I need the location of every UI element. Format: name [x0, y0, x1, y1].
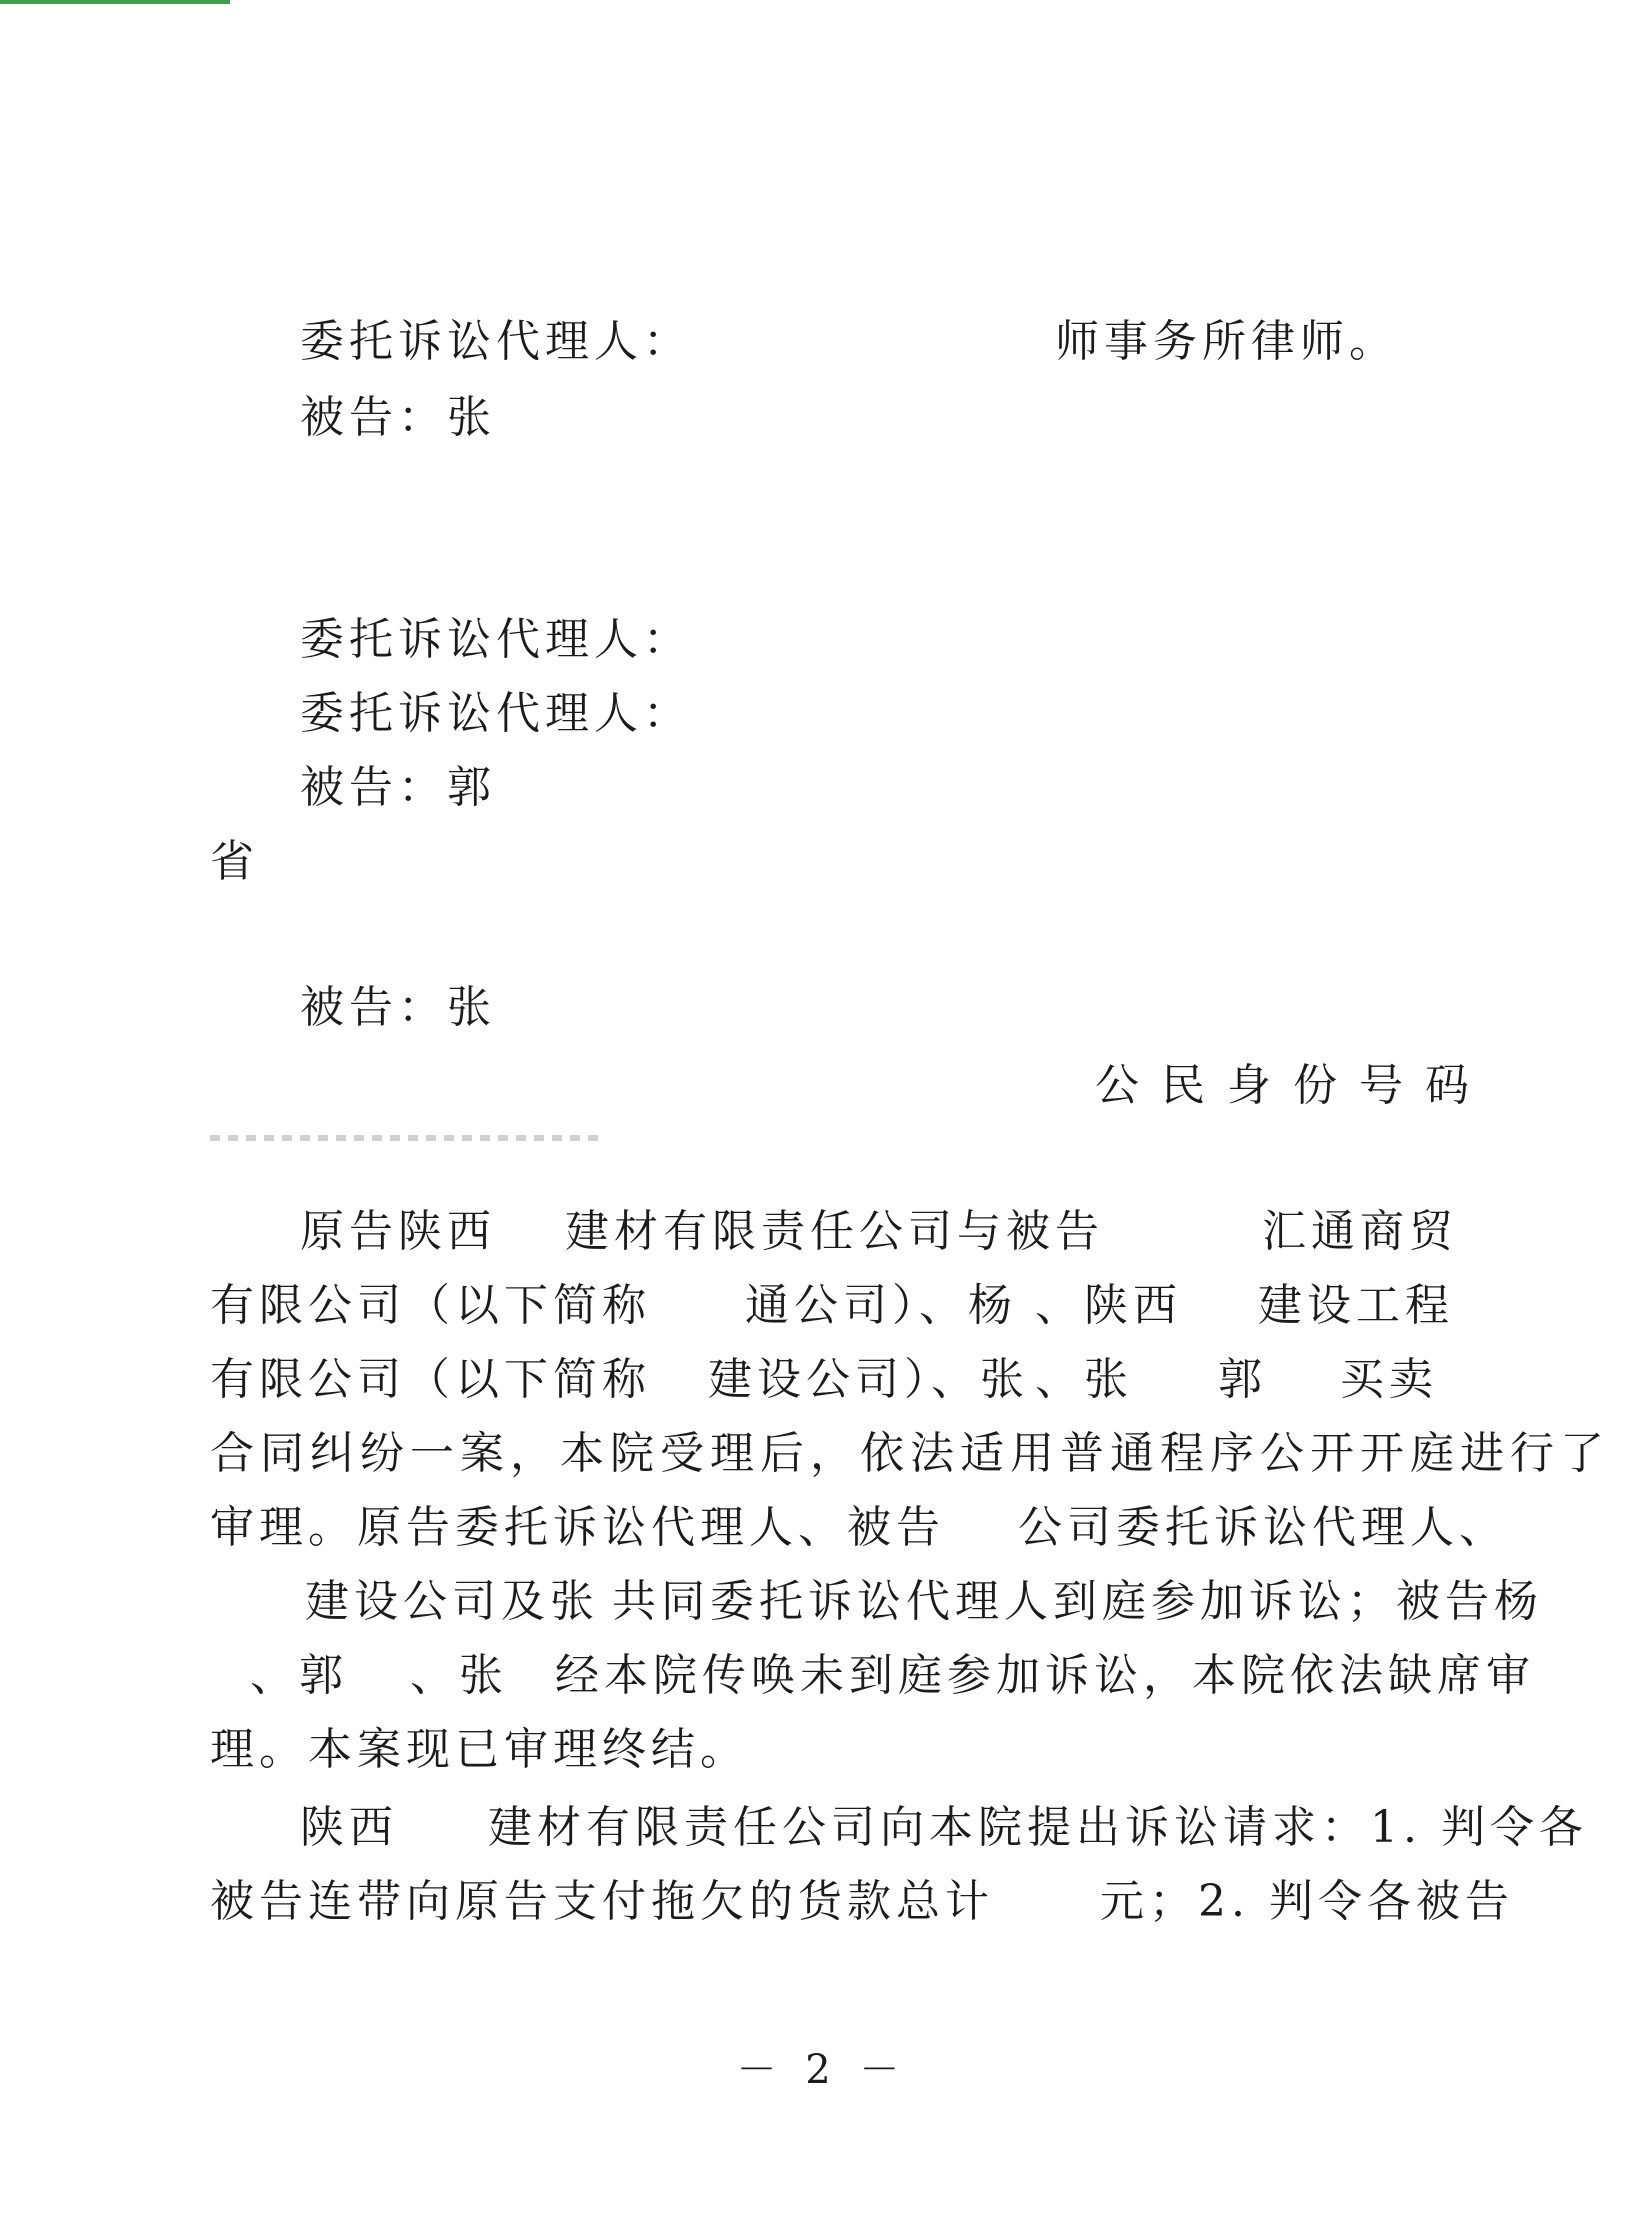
agent-line-1-tail: 师事务所律师。 [1055, 316, 1398, 367]
claim-line-2: 被告连带向原告支付拖欠的货款总计 [210, 1876, 994, 1927]
paragraph-line-3-e: 买卖 [1340, 1354, 1438, 1405]
claim-line-2-b: 元；2. 判令各被告 [1100, 1876, 1514, 1927]
defendant-line-guo: 被告：郭 [300, 762, 496, 813]
province-line: 省 [210, 836, 259, 887]
id-number-label: 公民身份号码 [1095, 1060, 1491, 1111]
paragraph-line-3-d: 郭 [1218, 1354, 1267, 1405]
paragraph-line-3-c: 、张 [1035, 1354, 1133, 1405]
paragraph-line-7-c: 经本院传唤未到庭参加诉讼，本院依法缺席审 [555, 1650, 1535, 1701]
page-number: － 2 － [736, 2047, 908, 2093]
paragraph-line-8: 理。本案现已审理终结。 [210, 1724, 749, 1775]
defendant-line-zhang-2: 被告：张 [300, 982, 496, 1033]
paragraph-line-6: 建设公司及张 [305, 1576, 599, 1627]
paragraph-line-1: 原告陕西 [300, 1206, 496, 1257]
paragraph-line-2: 有限公司（以下简称 [210, 1280, 651, 1331]
redacted-id-number [210, 1135, 600, 1141]
paragraph-line-5: 审理。原告委托诉讼代理人、被告 [210, 1502, 945, 1553]
agent-line-3: 委托诉讼代理人： [300, 688, 692, 739]
paragraph-line-1-c: 汇通商贸 [1262, 1206, 1458, 1257]
paragraph-line-3: 有限公司（以下简称 [210, 1354, 651, 1405]
paragraph-line-7: 、郭 [250, 1650, 348, 1701]
paragraph-line-7-b: 、张 [410, 1650, 508, 1701]
paragraph-line-4: 合同纠纷一案，本院受理后，依法适用普通程序公开开庭进行了 [210, 1428, 1610, 1479]
claim-line-1: 陕西 [300, 1802, 398, 1853]
paragraph-line-5-b: 公司委托诉讼代理人、 [1018, 1502, 1508, 1553]
paragraph-line-1-b: 建材有限责任公司与被告 [565, 1206, 1104, 1257]
agent-line-2: 委托诉讼代理人： [300, 614, 692, 665]
claim-line-1-b: 建材有限责任公司向本院提出诉讼请求：1. 判令各 [488, 1802, 1588, 1853]
paragraph-line-2-c: 、陕西 [1035, 1280, 1182, 1331]
paragraph-line-6-b: 共同委托诉讼代理人到庭参加诉讼；被告杨 [612, 1576, 1543, 1627]
scan-edge-mark [0, 0, 230, 4]
paragraph-line-3-b: 建设公司）、张 [708, 1354, 1029, 1405]
defendant-line-zhang-1: 被告：张 [300, 392, 496, 443]
paragraph-line-2-d: 建设工程 [1258, 1280, 1454, 1331]
agent-line-1: 委托诉讼代理人： [300, 316, 692, 367]
paragraph-line-2-b: 通公司）、杨 [745, 1280, 1017, 1331]
